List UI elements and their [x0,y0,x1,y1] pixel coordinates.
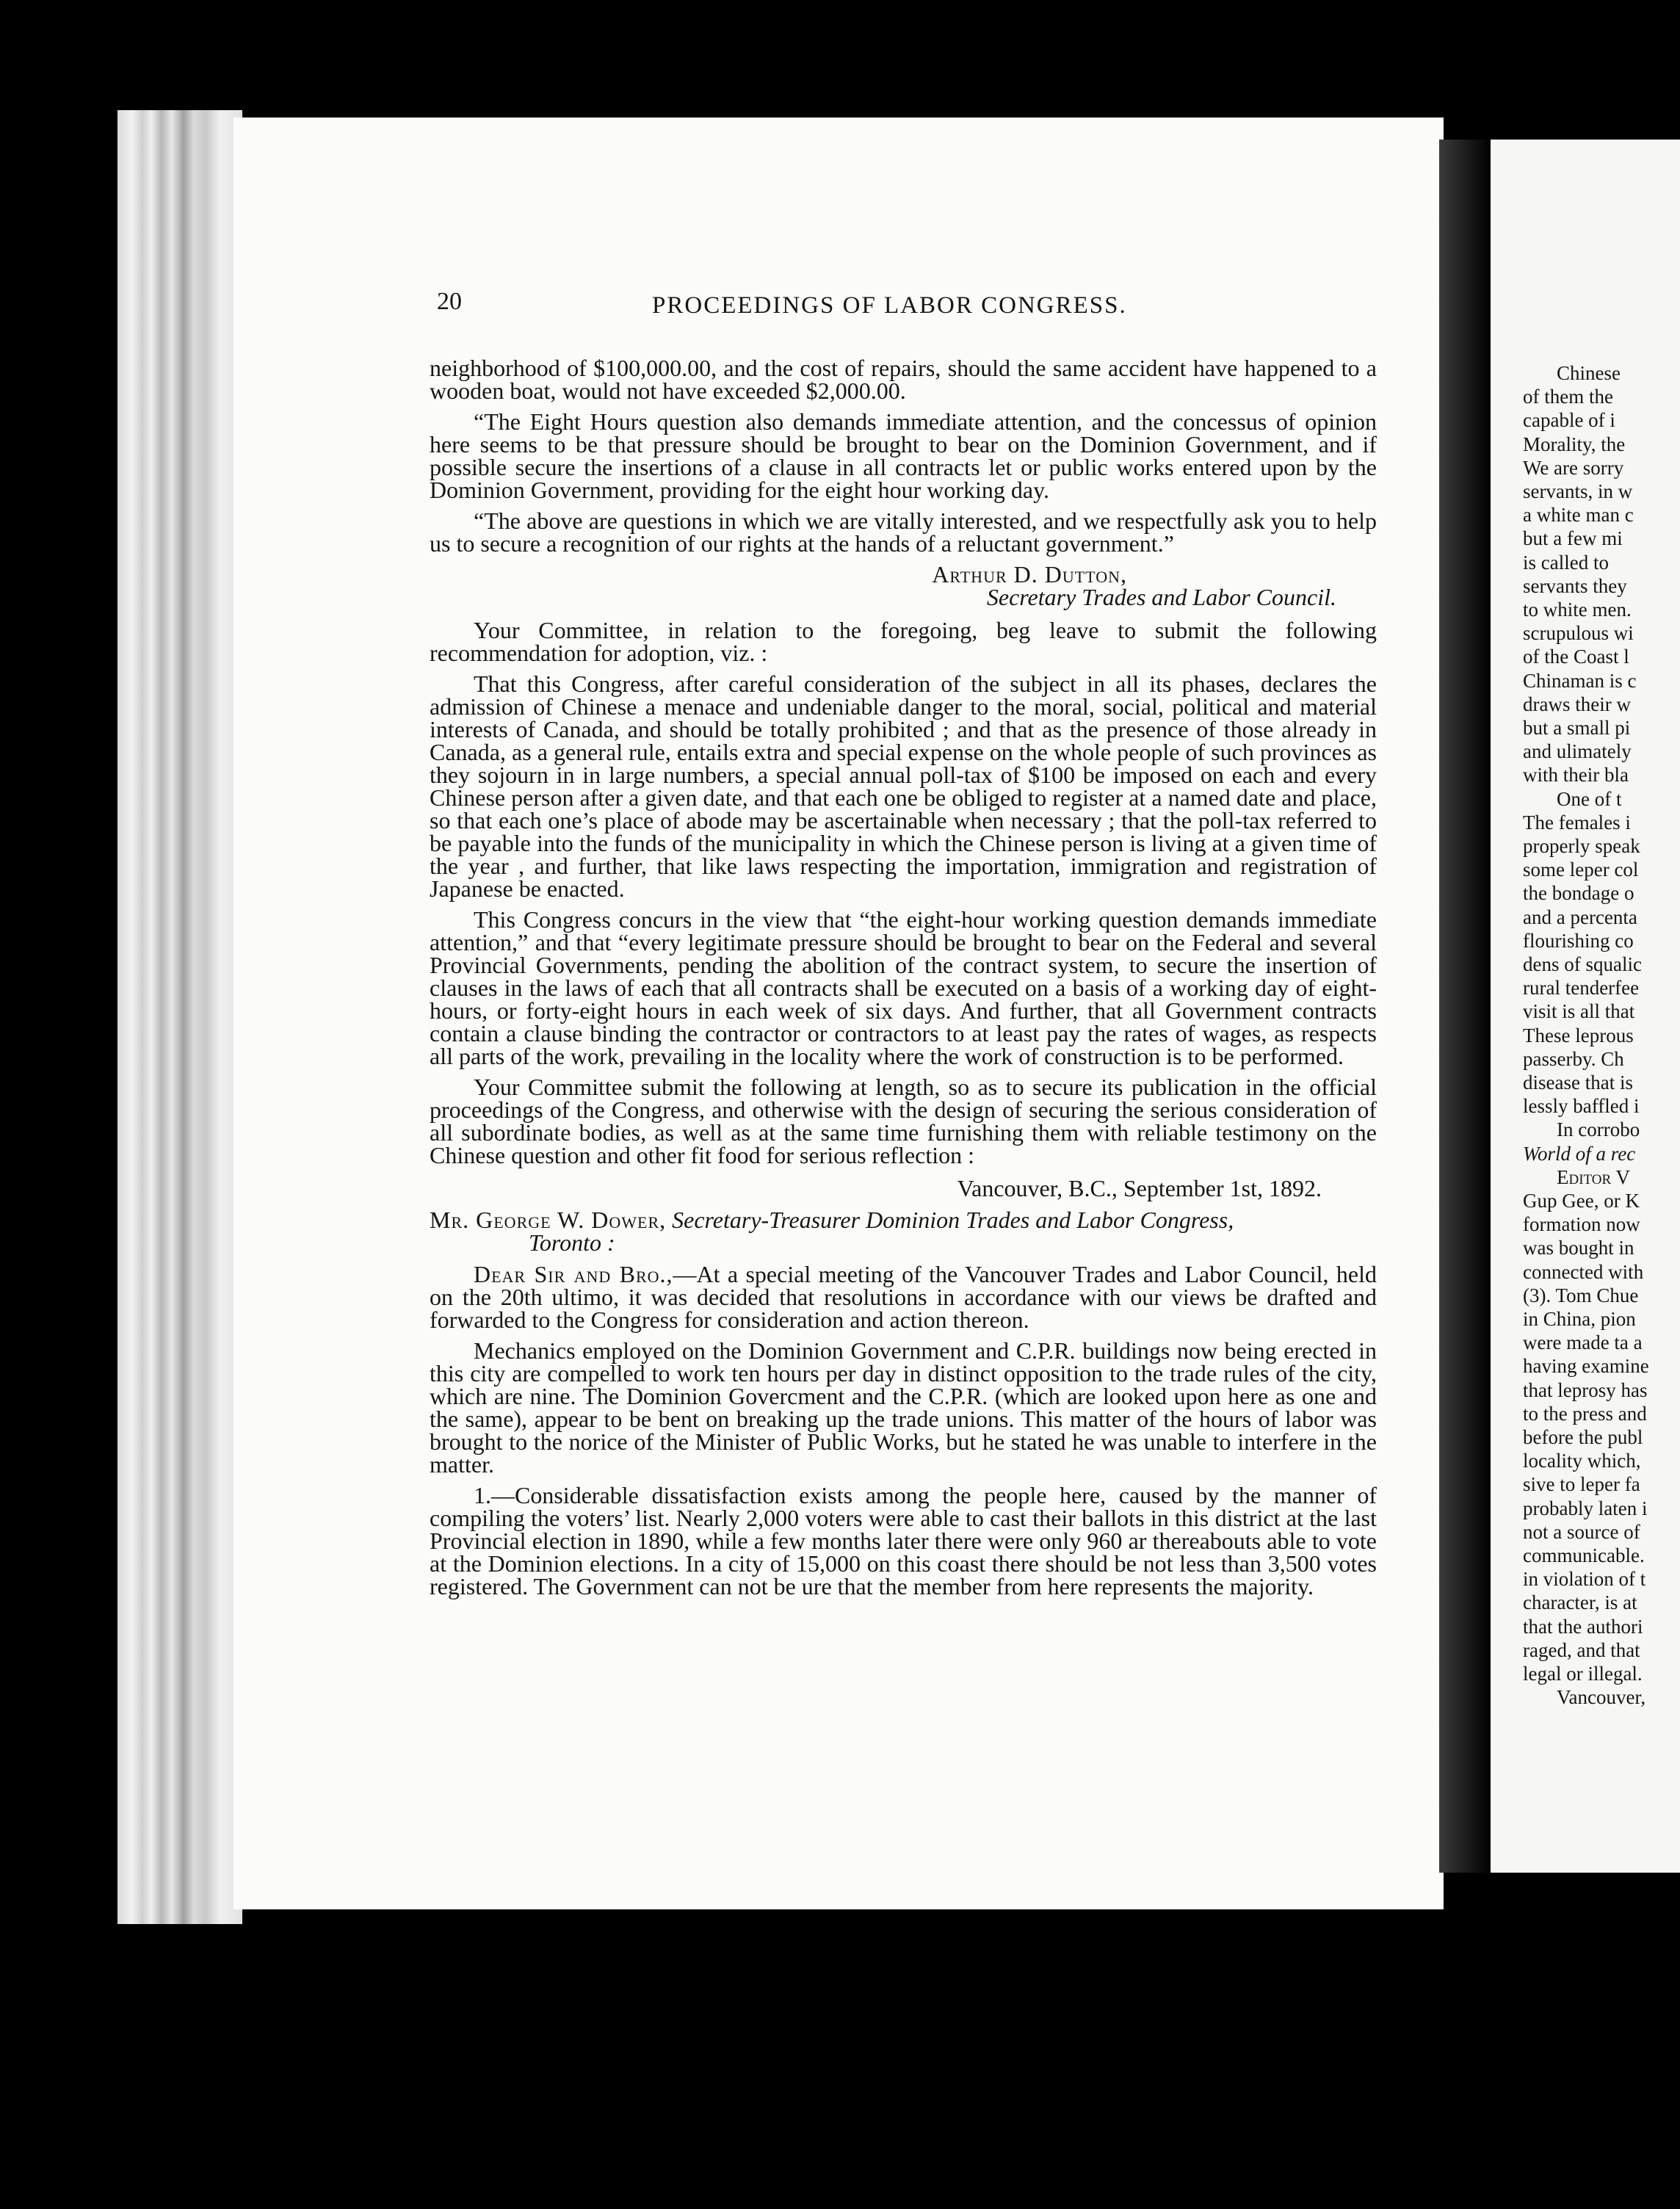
addressee-place: Toronto : [529,1229,615,1256]
facing-page-line: World of a rec [1523,1142,1636,1165]
facing-page-line: locality which, [1523,1450,1641,1472]
facing-page-line: properly speak [1523,835,1640,857]
facing-page-line: before the publ [1523,1426,1643,1448]
signature-title: Secretary Trades and Labor Council. [986,584,1336,610]
signature-block [430,563,1377,609]
facing-page-line: (3). Tom Chue [1523,1284,1639,1306]
facing-page-line: lessly baffled i [1523,1095,1640,1118]
facing-page-line: flourishing co [1523,929,1634,952]
paragraph: neighborhood of $100,000.00, and the cost of repairs, should the same accident have happened to a wooden boat, would not have exceeded $2,000.00. [430,355,1377,404]
facing-page-line: connected with [1523,1260,1644,1283]
facing-page [1491,140,1680,1873]
paragraph: “The above are questions in which we are vitally interested, and we respectfully ask you to help us to secure a recognition of our rights at the hands of a reluctant government.” [430,507,1377,557]
running-head: PROCEEDINGS OF LABOR CONGRESS. [652,292,1127,319]
facing-page-line: Vancouver, [1557,1686,1646,1709]
facing-page-line: Morality, the [1523,433,1626,455]
facing-page-line: not a source of [1523,1520,1640,1543]
facing-page-line: passerby. Ch [1523,1047,1624,1070]
facing-page-line: One of t [1557,787,1622,810]
facing-page-line: a white man c [1523,504,1634,527]
facing-page-line: sive to leper fa [1523,1473,1640,1496]
facing-page-line: formation now [1523,1213,1640,1236]
facing-page-line: scrupulous wi [1523,622,1634,645]
signature-name: Arthur D. Dutton, [932,561,1127,588]
facing-page-line: legal or illegal. [1523,1663,1643,1685]
facing-page-line: were made ta a [1523,1331,1643,1354]
paragraph: This Congress concurs in the view that “the eight-hour working question demands immediate attention,” and that “every legitimate pressure should be brought to bear on the Federal and several Provincial Governments, pending the abolition of the contract system, to secure the insertion of clauses in the laws of each that all contracts shall be executed on a basis of a working day of eight-hours, or forty-eight hours in each week of six days. And further, that all Government contracts contain a clause binding the contractor or contractors to at least pay the rates of wages, as respects all parts of the work, prevailing in the locality where the work of construction is to be performed. [430,906,1377,1069]
paragraph: Your Committee submit the following at length, so as to secure its publication in the official proceedings of the Congress, and otherwise with the design of securing the serious consideration of all subordinate bodies, as well as at the same time furnishing them with reliable testimony on the Chinese question and other fit food for serious reflection : [430,1074,1377,1168]
paragraph: Your Committee, in relation to the foregoing, beg leave to submit the following recommendation for adoption, viz. : [430,617,1377,666]
facing-page-line: to the press and [1523,1402,1647,1425]
paragraph: That this Congress, after careful consideration of the subject in all its phases, declares the admission of Chinese a menace and undeniable danger to the moral, social, political and material interests of Canada, and should be totally prohibited ; and that as the presence of those already in Canada, as a general rule, entails extra and special expense on the whole people of such provinces as they sojourn in in large numbers, a special annual poll-tax of $100 be imposed on each and every Chinese person after a given date, and that each one be obliged to register at a named date and place, so that each one’s place of abode may be ascertainable when necessary ; that the poll-tax referred to be payable into the funds of the municipality in which the Chinese person is living at a given time of the year , and further, that like laws respecting the importation, immigration and registration of Japanese be enacted. [430,670,1377,902]
facing-page-line: Gup Gee, or K [1523,1190,1640,1212]
facing-page-line: the bondage o [1523,882,1634,905]
facing-page-line: that leprosy has [1523,1378,1648,1401]
paragraph-text: —At a special meeting of the Vancouver Trades and Labor Council, held on the 20th ultimo, it was decided that resolutions in accordance with our views be drafted and forwarded to the Congress for consideration and action thereon. [430,1261,1377,1333]
facing-page-line: in China, pion [1523,1308,1636,1330]
facing-page-line: rural tenderfee [1523,977,1640,999]
facing-page-line: some leper col [1523,858,1639,881]
facing-page-line: and ulimately [1523,740,1632,763]
facing-page-line: visit is all that [1523,1000,1635,1023]
facing-page-line: servants they [1523,574,1627,597]
facing-page-line: Editor V [1557,1165,1630,1188]
addressee-name: Mr. George W. Dower, [430,1207,667,1233]
facing-page-line: These leprous [1523,1024,1634,1046]
facing-page-line: draws their w [1523,693,1631,715]
facing-page-line: having examine [1523,1355,1649,1378]
letter-dateline: Vancouver, B.C., September 1st, 1892. [957,1175,1322,1201]
gutter-shadow [1439,140,1491,1873]
paragraph [430,1263,1377,1331]
book-page-edges [117,110,242,1924]
facing-page-line: raged, and that [1523,1638,1640,1661]
facing-page-line: of them the [1523,386,1613,408]
page-number: 20 [437,288,462,315]
page-body [430,357,1377,1606]
facing-page-line: character, is at [1523,1591,1637,1614]
facing-page-line: to white men. [1523,599,1632,621]
facing-page-line: that the authori [1523,1615,1643,1638]
facing-page-line: but a few mi [1523,527,1623,550]
facing-page-line: was bought in [1523,1237,1634,1259]
facing-page-line: disease that is [1523,1071,1633,1093]
facing-page-line: is called to [1523,551,1609,574]
paragraph: “The Eight Hours question also demands immediate attention, and the concessus of opinion here seems to be that pressure should be brought to bear on the Dominion Government, and if possible secure the insertions of a clause in all contracts let or public works entered upon by the Dominion Government, providing for the eight hour working day. [430,408,1377,503]
paragraph: Mechanics employed on the Dominion Government and C.P.R. buildings now being erected in this city are compelled to work ten hours per day in distinct opposition to the trade rules of the city, which are nine. The Dominion Govercment and the C.P.R. (which are looked upon here as one and the same), appear to be bent on breaking up the trade unions. This matter of the hours of labor was brought to the norice of the Minister of Public Works, but he stated he was unable to interfere in the matter. [430,1337,1377,1478]
facing-page-line: in violation of t [1523,1568,1646,1591]
facing-page-line: dens of squalic [1523,953,1642,975]
facing-page-line: communicable. [1523,1544,1645,1566]
facing-page-line: probably laten i [1523,1497,1648,1519]
facing-page-line: with their bla [1523,764,1629,787]
facing-page-line: servants, in w [1523,480,1633,502]
facing-page-line: We are sorry [1523,456,1624,479]
addressee-title: Secretary-Treasurer Dominion Trades and Labor Congress, [672,1207,1234,1233]
letter-salutation: Dear Sir and Bro., [474,1261,673,1287]
facing-page-line: The females i [1523,811,1631,834]
facing-page-line: of the Coast l [1523,646,1629,668]
facing-page-line: Chinaman is c [1523,669,1637,692]
paragraph: 1.—Considerable dissatisfaction exists among the people here, caused by the manner of compiling the voters’ list. Nearly 2,000 voters were able to cast their ballots in this district at the last Provincial election in 1890, while a few months later there were only 960 ar thereabouts able to vote at the Dominion elections. In a city of 15,000 on this coast there should be not less than 3,500 votes registered. The Government can not be ure that the member from here represents the majority. [430,1482,1377,1599]
facing-page-line: capable of i [1523,409,1615,432]
facing-page-line: In corrobo [1557,1118,1640,1141]
facing-page-line: Chinese [1557,362,1621,384]
letter-addressee [430,1209,1377,1254]
facing-page-line: and a percenta [1523,905,1637,928]
facing-page-line: but a small pi [1523,717,1631,739]
